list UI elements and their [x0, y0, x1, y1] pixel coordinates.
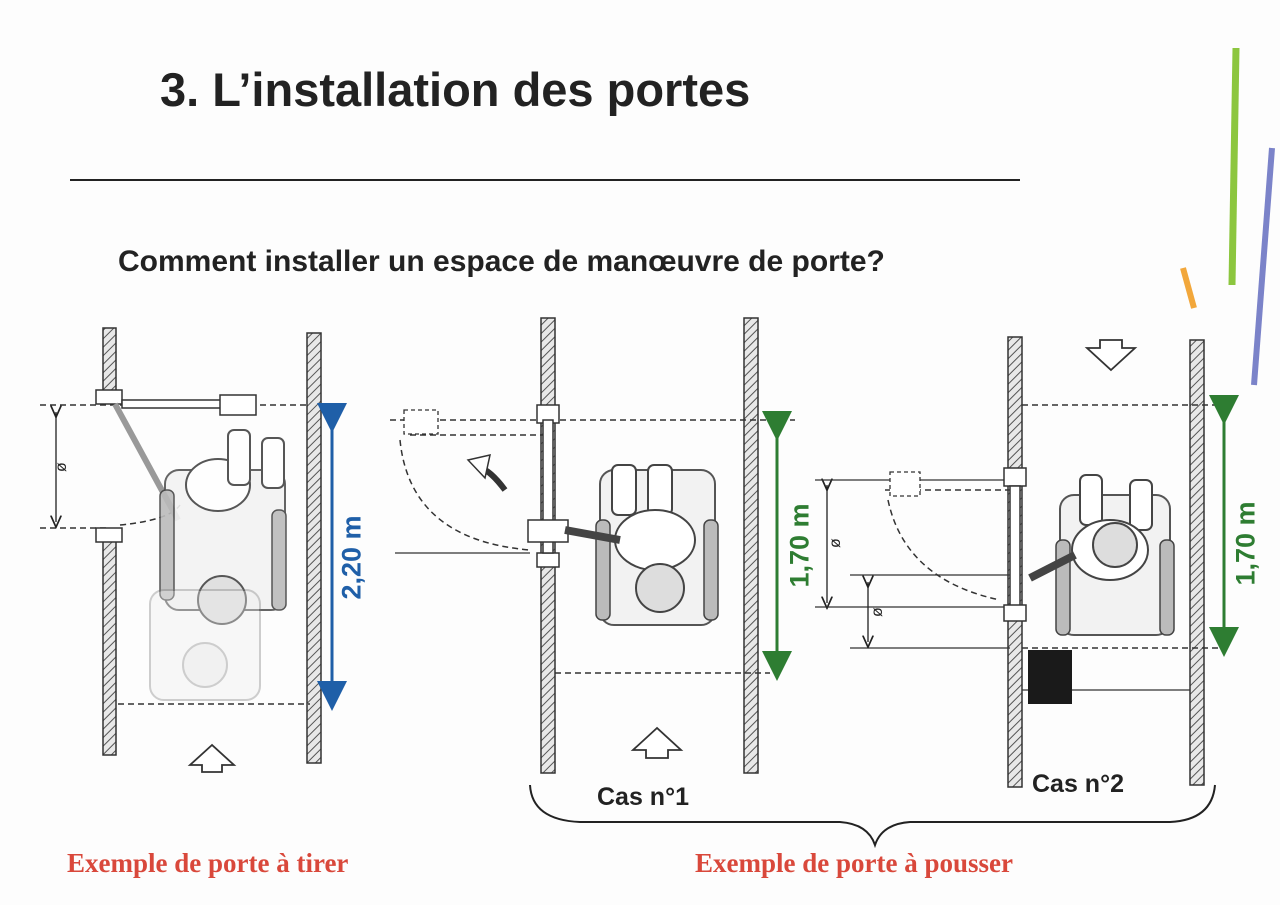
- slide-subtitle: Comment installer un espace de manœuvre de porte?: [118, 245, 885, 278]
- pull-door-phi-symbol: ø: [53, 462, 70, 472]
- push-door-caption: Exemple de porte à pousser: [695, 848, 1013, 878]
- case-1-label: Cas n°1: [597, 783, 689, 811]
- case-1-dimension-label: 1,70 m: [784, 503, 815, 588]
- pull-door-diagram: [40, 328, 332, 772]
- slide-title: 3. L’installation des portes: [160, 63, 751, 116]
- push-door-case-2-diagram: [850, 337, 1230, 787]
- case-2-phi-symbol: ø: [869, 607, 886, 617]
- case-1-phi-symbol: ø: [827, 538, 844, 548]
- case-2-dimension-label: 1,70 m: [1230, 501, 1261, 586]
- push-door-case-1-diagram: [390, 318, 1010, 773]
- pull-door-caption: Exemple de porte à tirer: [67, 848, 349, 878]
- pull-door-dimension-label: 2,20 m: [336, 515, 367, 600]
- case-2-label: Cas n°2: [1032, 770, 1124, 798]
